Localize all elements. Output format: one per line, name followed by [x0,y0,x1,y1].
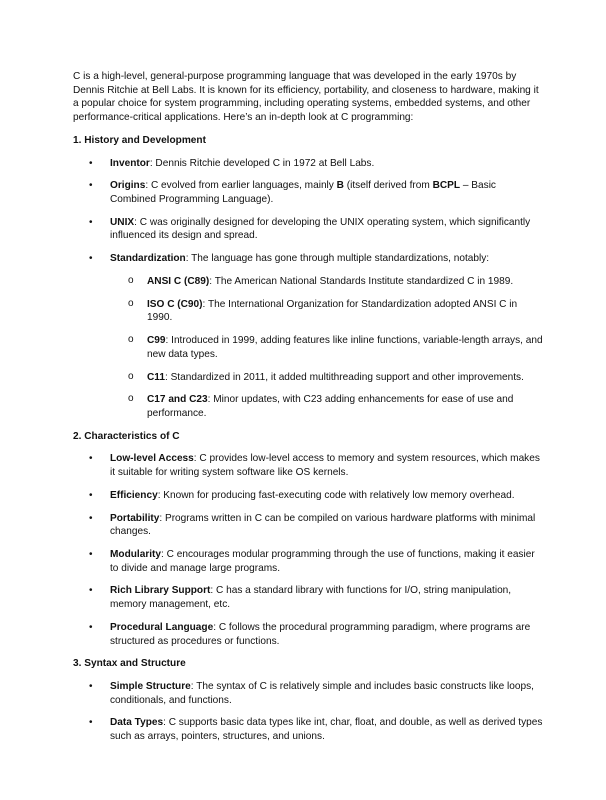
list-item [73,157,543,171]
item-term: UNIX [110,216,135,228]
document-page [73,70,543,753]
section-heading: 3. Syntax and Structure [73,658,186,670]
list-item [73,716,543,743]
list-item [73,584,543,611]
item-term: Modularity [110,548,162,560]
sub-bullet-icon: o [128,274,134,286]
item-text: : C supports basic data types like int, char, float, and double, as well as derived types such as arrays, pointers, structures, and unions. [110,717,543,743]
bullet-icon: • [89,253,93,265]
item-term: ISO C (C90) [147,298,203,310]
item-term: Efficiency [110,489,158,501]
section-heading: 2. Characteristics of C [73,430,180,442]
bullet-icon: • [89,512,93,524]
list-item [73,489,543,503]
item-term-inline: BCPL [432,180,461,192]
item-term: C17 and C23 [147,394,208,406]
sub-bullet-icon: o [128,370,134,382]
bullet-icon: • [89,585,93,597]
list-item [73,216,543,243]
sub-list-item [110,393,543,420]
bullet-icon: • [89,453,93,465]
intro-paragraph: C is a high-level, general-purpose programming language that was developed in the early 1970s by Dennis Ritchie at Bell Labs. It is known for its efficiency, portability, and closeness to hardware, making it a popular choice for system programming, including operating systems, embedded systems, and other performance-critical applications. Here’s an in-depth look at C programming: [73,71,539,124]
item-text: : Standardized in 2011, it added multithreading support and other improvements. [164,371,524,383]
item-text: – Basic Combined Programming Language). [110,180,496,206]
sub-list-item [110,298,543,325]
item-text: (itself derived from [343,180,433,192]
bullet-icon: • [89,180,93,192]
item-term: Data Types [110,717,164,729]
section-syntax [73,657,543,744]
item-term: ANSI C (C89) [147,275,210,287]
bullet-icon: • [89,489,93,501]
list-item [73,621,543,648]
item-text: : Introduced in 1999, adding features like inline functions, variable-length arrays, and new data types. [147,335,543,360]
sub-bullet-icon: o [128,393,134,405]
item-text: : C follows the procedural programming paradigm, where programs are structured as procedures or functions. [110,621,531,647]
list-item [73,548,543,575]
item-text: : Programs written in C can be compiled on various hardware platforms with minimal changes. [110,512,536,538]
item-text: : C was originally designed for developing the UNIX operating system, which significantly influenced its design and spread. [110,216,531,242]
sub-bullet-icon: o [128,334,134,346]
section-history [73,134,543,421]
item-text: : Known for producing fast-executing code with relatively low memory overhead. [157,489,515,501]
bullet-icon: • [89,548,93,560]
item-text: : C encourages modular programming through the use of functions, making it easier to divide and manage large programs. [110,548,535,574]
item-term: C99 [147,335,166,347]
list-item [73,512,543,539]
item-text: : The language has gone through multiple standardizations, notably: [185,253,490,265]
bullet-icon: • [89,621,93,633]
item-term: Portability [110,512,160,524]
bullet-icon: • [89,717,93,729]
sub-list-item [110,371,543,385]
list-item [73,252,543,420]
item-text: : The American National Standards Institute standardized C in 1989. [209,275,514,287]
item-term-inline: B [336,180,344,192]
bullet-list [73,452,543,648]
item-text: : Dennis Ritchie developed C in 1972 at Bell Labs. [149,157,375,169]
item-text: : C evolved from earlier languages, mainly [145,180,337,192]
item-text: : The syntax of C is relatively simple and includes basic constructs like loops, conditionals, and functions. [110,681,534,706]
section-characteristics [73,430,543,649]
bullet-icon: • [89,157,93,169]
sub-list-item [110,334,543,361]
item-term: Origins [110,180,146,192]
item-text: : Minor updates, with C23 adding enhancements for ease of use and performance. [147,394,514,419]
item-term: Rich Library Support [110,585,211,597]
item-text: : C has a standard library with functions for I/O, string manipulation, memory management, etc. [110,585,512,611]
item-term: Simple Structure [110,681,191,692]
item-term: C11 [147,371,165,383]
sub-bullet-list [110,275,543,421]
sub-bullet-icon: o [128,297,134,309]
item-term: Procedural Language [110,621,214,633]
bullet-list [73,157,543,421]
list-item [73,452,543,479]
item-term: Inventor [110,157,150,169]
list-item [73,680,543,707]
bullet-icon: • [89,216,93,228]
item-term: Standardization [110,253,186,265]
item-text: : C provides low-level access to memory and system resources, which makes it suitable for writing system software like OS kernels. [110,453,540,479]
bullet-list [73,680,543,744]
bullet-icon: • [89,681,93,692]
section-heading: 1. History and Development [73,134,206,146]
item-text: : The International Organization for Standardization adopted ANSI C in 1990. [147,298,518,324]
sub-list-item [110,275,543,289]
item-term: Low-level Access [110,453,194,465]
list-item [73,179,543,206]
